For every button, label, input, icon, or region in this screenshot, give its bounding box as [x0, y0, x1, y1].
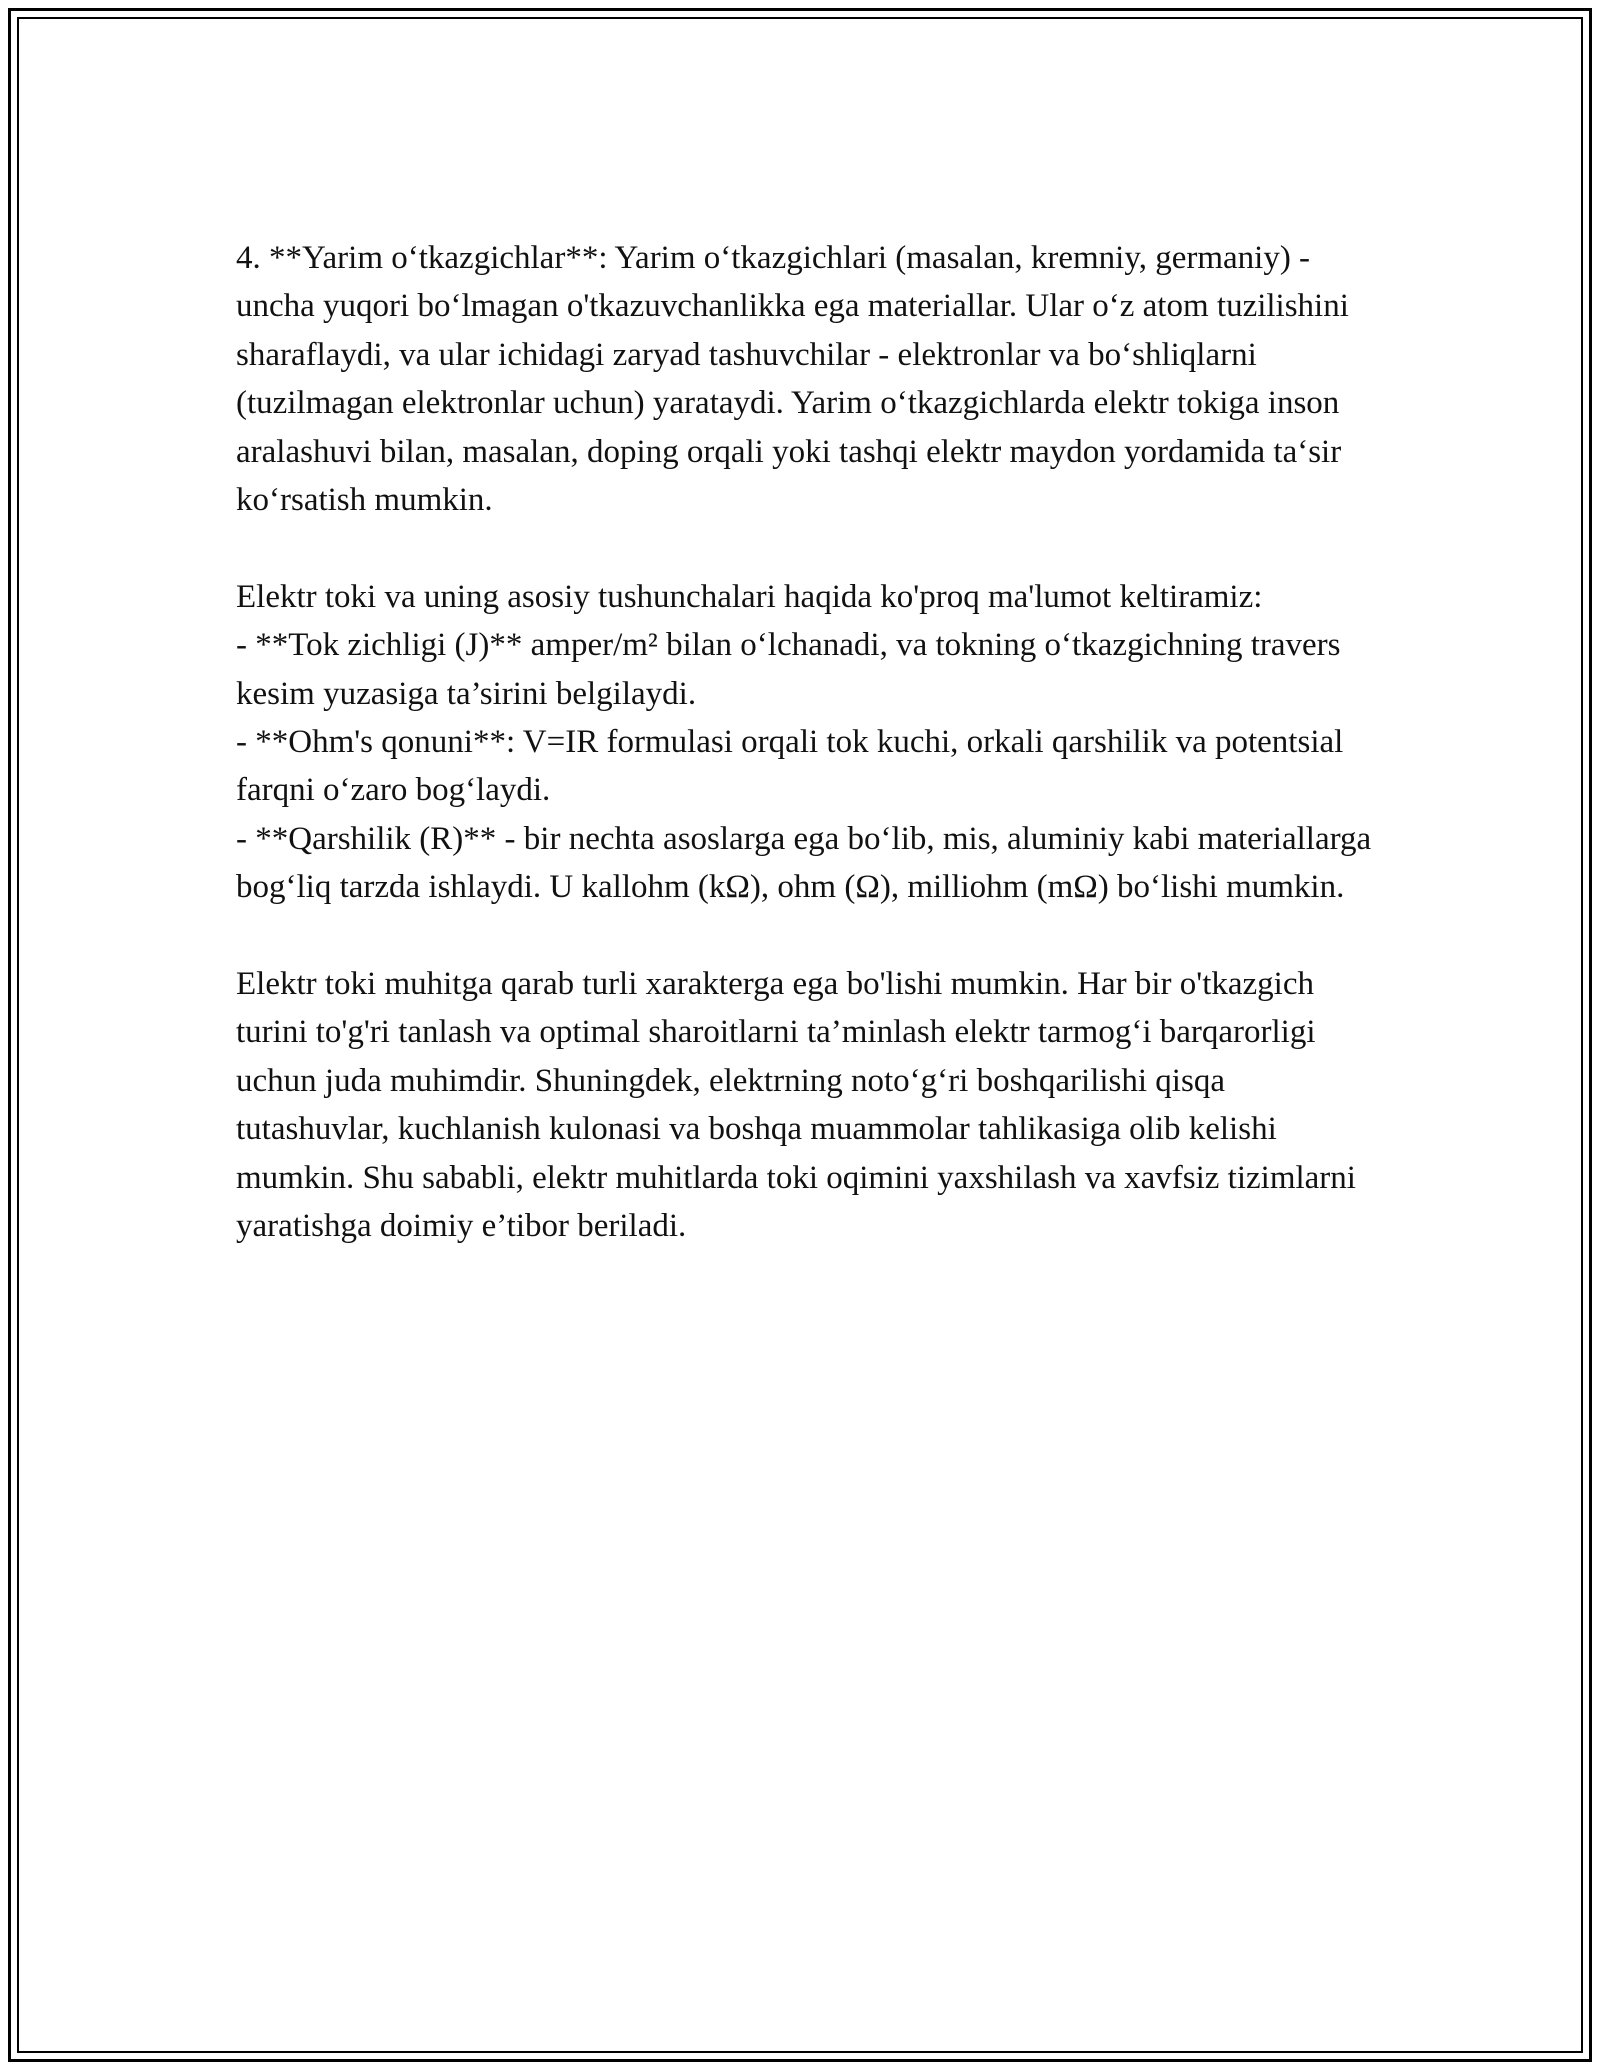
- paragraph-semiconductors: 4. **Yarim o‘tkazgichlar**: Yarim o‘tkazgichlari (masalan, kremniy, germaniy) - uncha yuqori bo‘lmagan o'tkazuvchanlikka ega materiallar. Ular o‘z atom tuzilishini sharaflaydi, va ular ichidagi zaryad tashuvchilar - elektronlar va bo‘shliqlarni (tuzilmagan elektronlar uchun) yarataydi. Yarim o‘tkazgichlarda elektr tokiga inson aralashuvi bilan, masalan, doping orqali yoki tashqi elektr maydon yordamida ta‘sir ko‘rsatish mumkin.: [236, 240, 1349, 519]
- paragraph-current-concepts: Elektr toki va uning asosiy tushunchalari haqida ko'proq ma'lumot keltiramiz: - **Tok zichligi (J)** amper/m² bilan o‘lchanadi, va tokning o‘tkazgichning travers kesim yuzasiga ta’sirini belgilaydi. - **Ohm's qonuni**: V=IR formulasi orqali tok kuchi, orkali qarshilik va potentsial farqni o‘zaro bog‘laydi. - **Qarshilik (R)** - bir nechta asoslarga ega bo‘lib, mis, aluminiy kabi materiallarga bog‘liq tarzda ishlaydi. U kallohm (kΩ), ohm (Ω), milliohm (mΩ) bo‘lishi mumkin.: [236, 578, 1372, 906]
- paragraph-conclusion: Elektr toki muhitga qarab turli xarakterga ega bo'lishi mumkin. Har bir o'tkazgich turini to'g'ri tanlash va optimal sharoitlarni ta’minlash elektr tarmog‘i barqarorligi uchun juda muhimdir. Shuningdek, elektrning noto‘g‘ri boshqarilishi qisqa tutashuvlar, kuchlanish kulonasi va boshqa muammolar tahlikasiga olib kelishi mumkin. Shu sababli, elektr muhitlarda toki oqimini yaxshilash va xavfsiz tizimlarni yaratishga doimiy e’tibor beriladi.: [236, 966, 1356, 1245]
- document-body: [236, 234, 1376, 1251]
